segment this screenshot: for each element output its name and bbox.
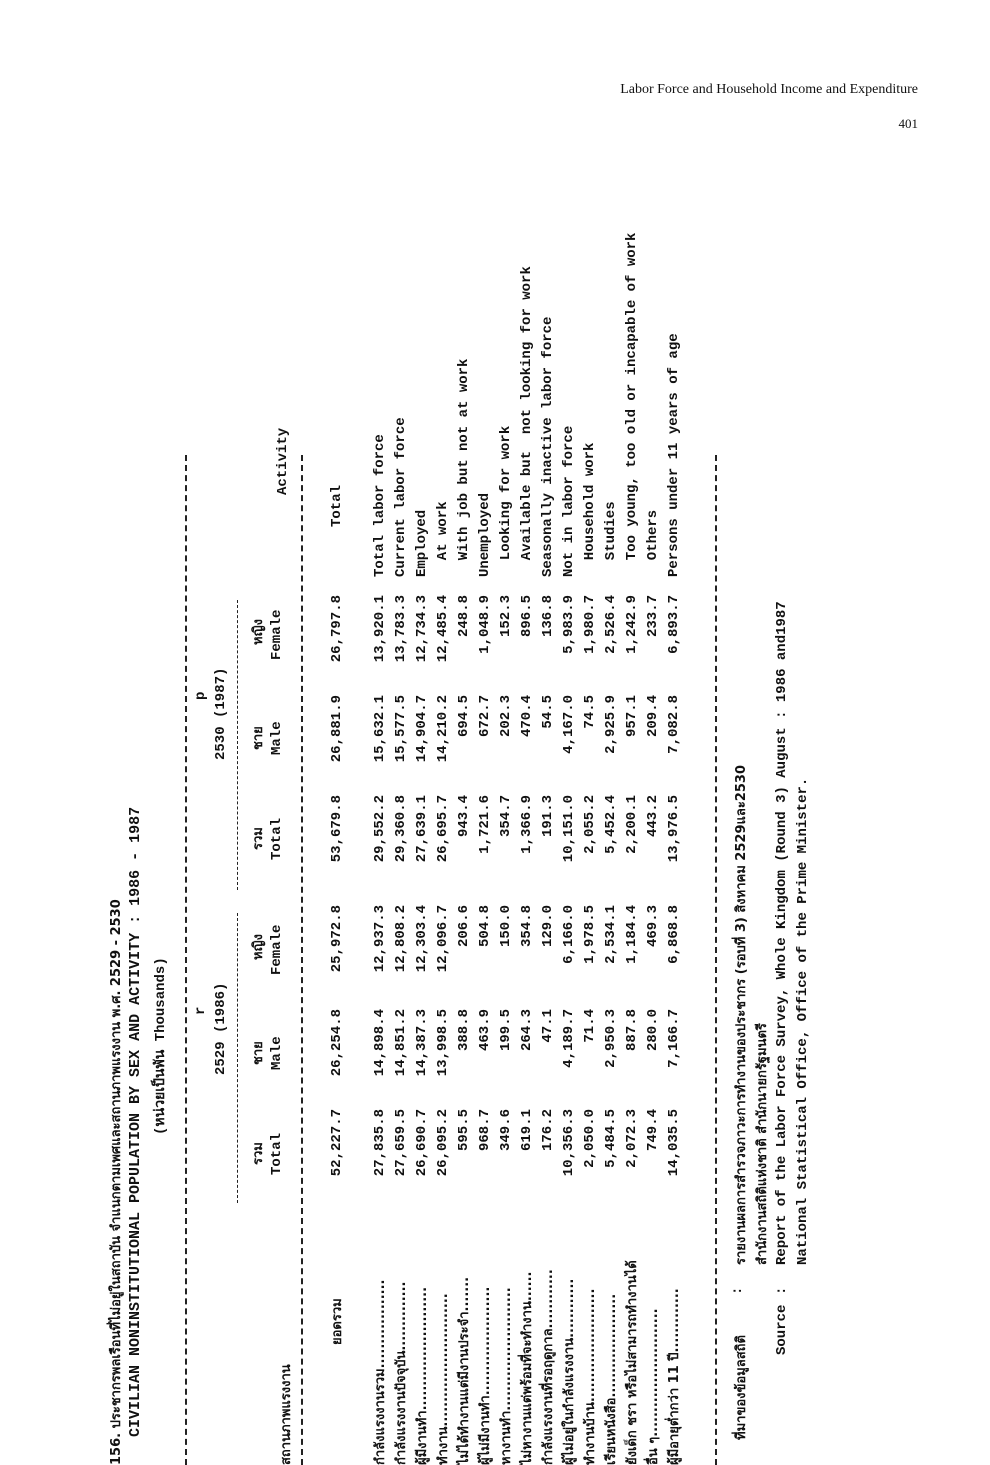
row-label-english: Others [645, 509, 661, 577]
row-label-thai: ผู้มีงานทำ......................... [415, 1286, 430, 1465]
table-row [664, 167, 685, 1465]
table-cell: 1,048.9 [477, 595, 493, 654]
table-cell: 672.7 [477, 695, 493, 738]
table-cell: 463.9 [477, 1009, 493, 1052]
table-cell: 1,721.6 [477, 795, 493, 854]
table-title-thai: 156. ประชากรพลเรือนที่ไม่อยู่ในสถาบัน จำแนกตามเพศและสถานภาพแรงงาน พ.ศ. 2529 - 2530 [109, 899, 124, 1465]
source-thai-colon: : [730, 1286, 746, 1295]
table-cell: 54.5 [540, 695, 556, 729]
table-cell: 13,976.5 [666, 795, 682, 863]
table-cell: 6,893.7 [666, 595, 682, 654]
table-cell: 2,925.9 [603, 695, 619, 754]
table-cell: 14,387.3 [414, 1009, 430, 1077]
table-cell: 7,082.8 [666, 695, 682, 754]
running-title: Labor Force and Household Income and Expenditure [620, 82, 918, 97]
row-label-english: Persons under 11 years of age [666, 333, 682, 577]
table-cell: 12,303.4 [414, 905, 430, 973]
table-cell: 749.4 [645, 1109, 661, 1152]
table-cell: 354.8 [519, 905, 535, 948]
row-label-thai: เรียนหนังสือ..................... [604, 1293, 619, 1465]
sub-eng-female-1986: Female [269, 924, 285, 975]
table-cell: 264.3 [519, 1009, 535, 1052]
row-label-thai: ผู้ไม่มีงานทำ...................... [478, 1286, 493, 1465]
table-cell: 1,242.9 [624, 595, 640, 654]
table-cell: 27,659.5 [393, 1109, 409, 1177]
sub-eng-male-1986: Male [269, 1036, 285, 1070]
top-dashed-rule [185, 455, 187, 1465]
row-label-english: Unemployed [477, 492, 493, 577]
table-cell: 12,485.4 [435, 595, 451, 663]
row-label-english: Household work [582, 442, 598, 577]
table-cell: 2,950.3 [603, 1009, 619, 1068]
page-number: 401 [898, 116, 918, 131]
row-label-thai: อื่น ๆ.......................... [646, 1308, 661, 1465]
source-thai-label: ที่มาของข้อมูลสถิติ [734, 1335, 749, 1440]
table-cell: 26,695.7 [435, 795, 451, 863]
table-cell: 13,998.5 [435, 1009, 451, 1077]
row-label-english: With job but not at work [456, 358, 472, 577]
sub-eng-male-1987: Male [269, 721, 285, 755]
row-label-thai: กำลังแรงงานที่รอฤดูกาล............ [541, 1269, 556, 1465]
row-label-thai: ไม่หางานแต่พร้อมที่จะทำงาน...... [520, 1271, 535, 1465]
table-cell: 504.8 [477, 905, 493, 948]
sub-eng-total-1987: Total [269, 817, 285, 860]
sub-eng-female-1987: Female [269, 609, 285, 660]
sub-thai-total-1986: รวม [251, 1142, 266, 1165]
table-row [538, 167, 559, 1465]
table-cell: 349.6 [498, 1109, 514, 1152]
table-cell: 10,151.0 [561, 795, 577, 863]
table-row [622, 167, 643, 1465]
table-cell: 2,534.1 [603, 905, 619, 964]
row-label-thai: ยังเด็ก ชรา หรือไม่สามารถทำงานได้ [625, 1260, 640, 1465]
row-label-english: Available but not looking for work [519, 266, 535, 577]
table-cell: 27,639.1 [414, 795, 430, 863]
total-cell: 26,797.8 [329, 595, 345, 663]
table-cell: 199.5 [498, 1009, 514, 1052]
table-cell: 1,184.4 [624, 905, 640, 964]
total-cell: 53,679.8 [329, 795, 345, 863]
total-row-thai: ยอดรวม [330, 1298, 345, 1345]
source-label: Source [774, 1304, 790, 1355]
row-label-thai: ไม่ได้ทำงานแต่มีงานประจำ....... [457, 1276, 472, 1465]
row-label-english: Not in labor force [561, 425, 577, 577]
table-cell: 4,189.7 [561, 1009, 577, 1068]
sub-thai-male-1987: ชาย [251, 726, 266, 750]
source-line1: Report of the Labor Force Survey, Whole Kingdom (Round 3) August : 1986 and1987 [774, 601, 790, 1265]
total-cell: 52,227.7 [329, 1109, 345, 1177]
table-cell: 150.0 [498, 905, 514, 948]
total-cell: 26,881.9 [329, 695, 345, 763]
row-label-english: Too young, too old or incapable of work [624, 232, 640, 577]
table-cell: 595.5 [456, 1109, 472, 1152]
table-cell: 176.2 [540, 1109, 556, 1152]
table-cell: 470.4 [519, 695, 535, 738]
table-cell: 152.3 [498, 595, 514, 638]
table-cell: 47.1 [540, 1009, 556, 1043]
row-label-thai: กำลังแรงงานปัจจุบัน.............. [394, 1281, 409, 1465]
sub-thai-total-1987: รวม [251, 827, 266, 850]
table-cell: 74.5 [582, 695, 598, 729]
table-cell: 957.1 [624, 695, 640, 738]
row-label-thai: กำลังแรงงานรวม.................. [373, 1279, 388, 1465]
table-row [601, 167, 622, 1465]
table-cell: 2,050.0 [582, 1109, 598, 1168]
table-title-english: CIVILIAN NONINSTITUTIONAL POPULATION BY SEX AND ACTIVITY : 1986 - 1987 [127, 806, 144, 1437]
table-cell: 443.2 [645, 795, 661, 838]
row-label-english: At work [435, 501, 451, 577]
row-label-english: Studies [603, 501, 619, 577]
total-cell: 25,972.8 [329, 905, 345, 973]
rotated-table-page [105, 165, 811, 1465]
col-header-thai-status: สถานภาพแรงงาน [279, 1364, 294, 1465]
table-row [580, 167, 601, 1465]
table-cell: 14,210.2 [435, 695, 451, 763]
table-cell: 887.8 [624, 1009, 640, 1052]
table-cell: 14,904.7 [414, 695, 430, 763]
table-cell: 388.8 [456, 1009, 472, 1052]
table-row [643, 167, 664, 1465]
table-cell: 13,783.3 [393, 595, 409, 663]
table-cell: 4,167.0 [561, 695, 577, 754]
table-cell: 14,898.4 [372, 1009, 388, 1077]
table-cell: 2,200.1 [624, 795, 640, 854]
year-label-1987: 2530 (1987) [213, 667, 229, 760]
source-line2: National Statistical Office, Office of the Prime Minister. [795, 777, 811, 1265]
table-cell: 280.0 [645, 1009, 661, 1052]
table-cell: 233.7 [645, 595, 661, 638]
table-row [412, 167, 433, 1465]
table-cell: 15,632.1 [372, 695, 388, 763]
table-cell: 12,096.7 [435, 905, 451, 973]
table-cell: 14,035.5 [666, 1109, 682, 1177]
table-unit: (หน่วยเป็นพัน Thousands) [153, 957, 169, 1135]
row-label-thai: ผู้มีอายุต่ำกว่า 11 ปี............. [667, 1288, 682, 1465]
table-cell: 209.4 [645, 695, 661, 738]
col-header-activity: Activity [275, 427, 291, 495]
table-cell: 619.1 [519, 1109, 535, 1152]
table-cell: 29,552.2 [372, 795, 388, 863]
table-cell: 2,072.3 [624, 1109, 640, 1168]
source-thai-line1: รายงานผลการสำรวจภาวะการทำงานของประชากร (รอบที่ 3) สิงหาคม 2529และ2530 [734, 765, 749, 1265]
row-label-english: Total labor force [372, 434, 388, 577]
sub-eng-total-1986: Total [269, 1132, 285, 1175]
row-label-thai: ผู้ไม่อยู่ในกำลังแรงงาน............ [562, 1278, 577, 1465]
table-cell: 202.3 [498, 695, 514, 738]
row-label-english: Employed [414, 509, 430, 577]
table-row [475, 167, 496, 1465]
row-label-english: Looking for work [498, 425, 514, 577]
table-cell: 129.0 [540, 905, 556, 948]
table-row [433, 167, 454, 1465]
total-row [327, 167, 348, 1465]
table-cell: 26,690.7 [414, 1109, 430, 1177]
table-row [391, 167, 412, 1465]
table-cell: 206.6 [456, 905, 472, 948]
source-thai-line2: สำนักงานสถิติแห่งชาติ สำนักนายกรัฐมนตรี [755, 1023, 770, 1265]
sub-thai-female-1986: หญิง [251, 934, 266, 960]
table-cell: 13,920.1 [372, 595, 388, 663]
table-cell: 248.8 [456, 595, 472, 638]
row-label-english: Current labor force [393, 417, 409, 577]
table-cell: 5,484.5 [603, 1109, 619, 1168]
table-cell: 10,356.3 [561, 1109, 577, 1177]
table-cell: 71.4 [582, 1009, 598, 1043]
table-cell: 12,734.3 [414, 595, 430, 663]
row-label-thai: ทำงานบ้าน....................... [583, 1288, 598, 1465]
table-cell: 5,452.4 [603, 795, 619, 854]
table-cell: 896.5 [519, 595, 535, 638]
year-mark-1986: r [193, 1006, 209, 1015]
table-cell: 6,166.0 [561, 905, 577, 964]
year-rule-1986 [237, 913, 238, 1203]
table-cell: 1,978.5 [582, 905, 598, 964]
table-cell: 694.5 [456, 695, 472, 738]
table-cell: 354.7 [498, 795, 514, 838]
table-cell: 6,868.8 [666, 905, 682, 964]
table-cell: 136.8 [540, 595, 556, 638]
table-cell: 1,980.7 [582, 595, 598, 654]
total-cell: 26,254.8 [329, 1009, 345, 1077]
table-row [454, 167, 475, 1465]
table-cell: 26,095.2 [435, 1109, 451, 1177]
sub-thai-female-1987: หญิง [251, 619, 266, 645]
table-cell: 29,360.8 [393, 795, 409, 863]
table-row [559, 167, 580, 1465]
table-cell: 5,983.9 [561, 595, 577, 654]
table-cell: 2,526.4 [603, 595, 619, 654]
table-cell: 968.7 [477, 1109, 493, 1152]
table-cell: 943.4 [456, 795, 472, 838]
table-row [496, 167, 517, 1465]
table-cell: 15,577.5 [393, 695, 409, 763]
table-cell: 2,055.2 [582, 795, 598, 854]
table-cell: 14,851.2 [393, 1009, 409, 1077]
sub-thai-male-1986: ชาย [251, 1041, 266, 1065]
year-rule-1987 [237, 600, 238, 890]
table-cell: 469.3 [645, 905, 661, 948]
year-mark-1987: p [193, 691, 209, 700]
table-cell: 1,366.9 [519, 795, 535, 854]
total-row-english: Total [329, 484, 345, 527]
header-bottom-dashed-rule [301, 455, 303, 1465]
row-label-english: Seasonally inactive labor force [540, 316, 556, 577]
table-cell: 27,835.8 [372, 1109, 388, 1177]
table-row [370, 167, 391, 1465]
table-row [517, 167, 538, 1465]
year-label-1986: 2529 (1986) [213, 982, 229, 1075]
source-colon: : [774, 1286, 790, 1295]
table-cell: 191.3 [540, 795, 556, 838]
table-cell: 7,166.7 [666, 1009, 682, 1068]
data-table [327, 167, 685, 1465]
row-label-thai: หางานทำ......................... [499, 1287, 514, 1465]
table-cell: 12,937.3 [372, 905, 388, 973]
row-label-thai: ทำงาน........................... [436, 1293, 451, 1465]
table-cell: 12,808.2 [393, 905, 409, 973]
bottom-dashed-rule [715, 455, 717, 1465]
